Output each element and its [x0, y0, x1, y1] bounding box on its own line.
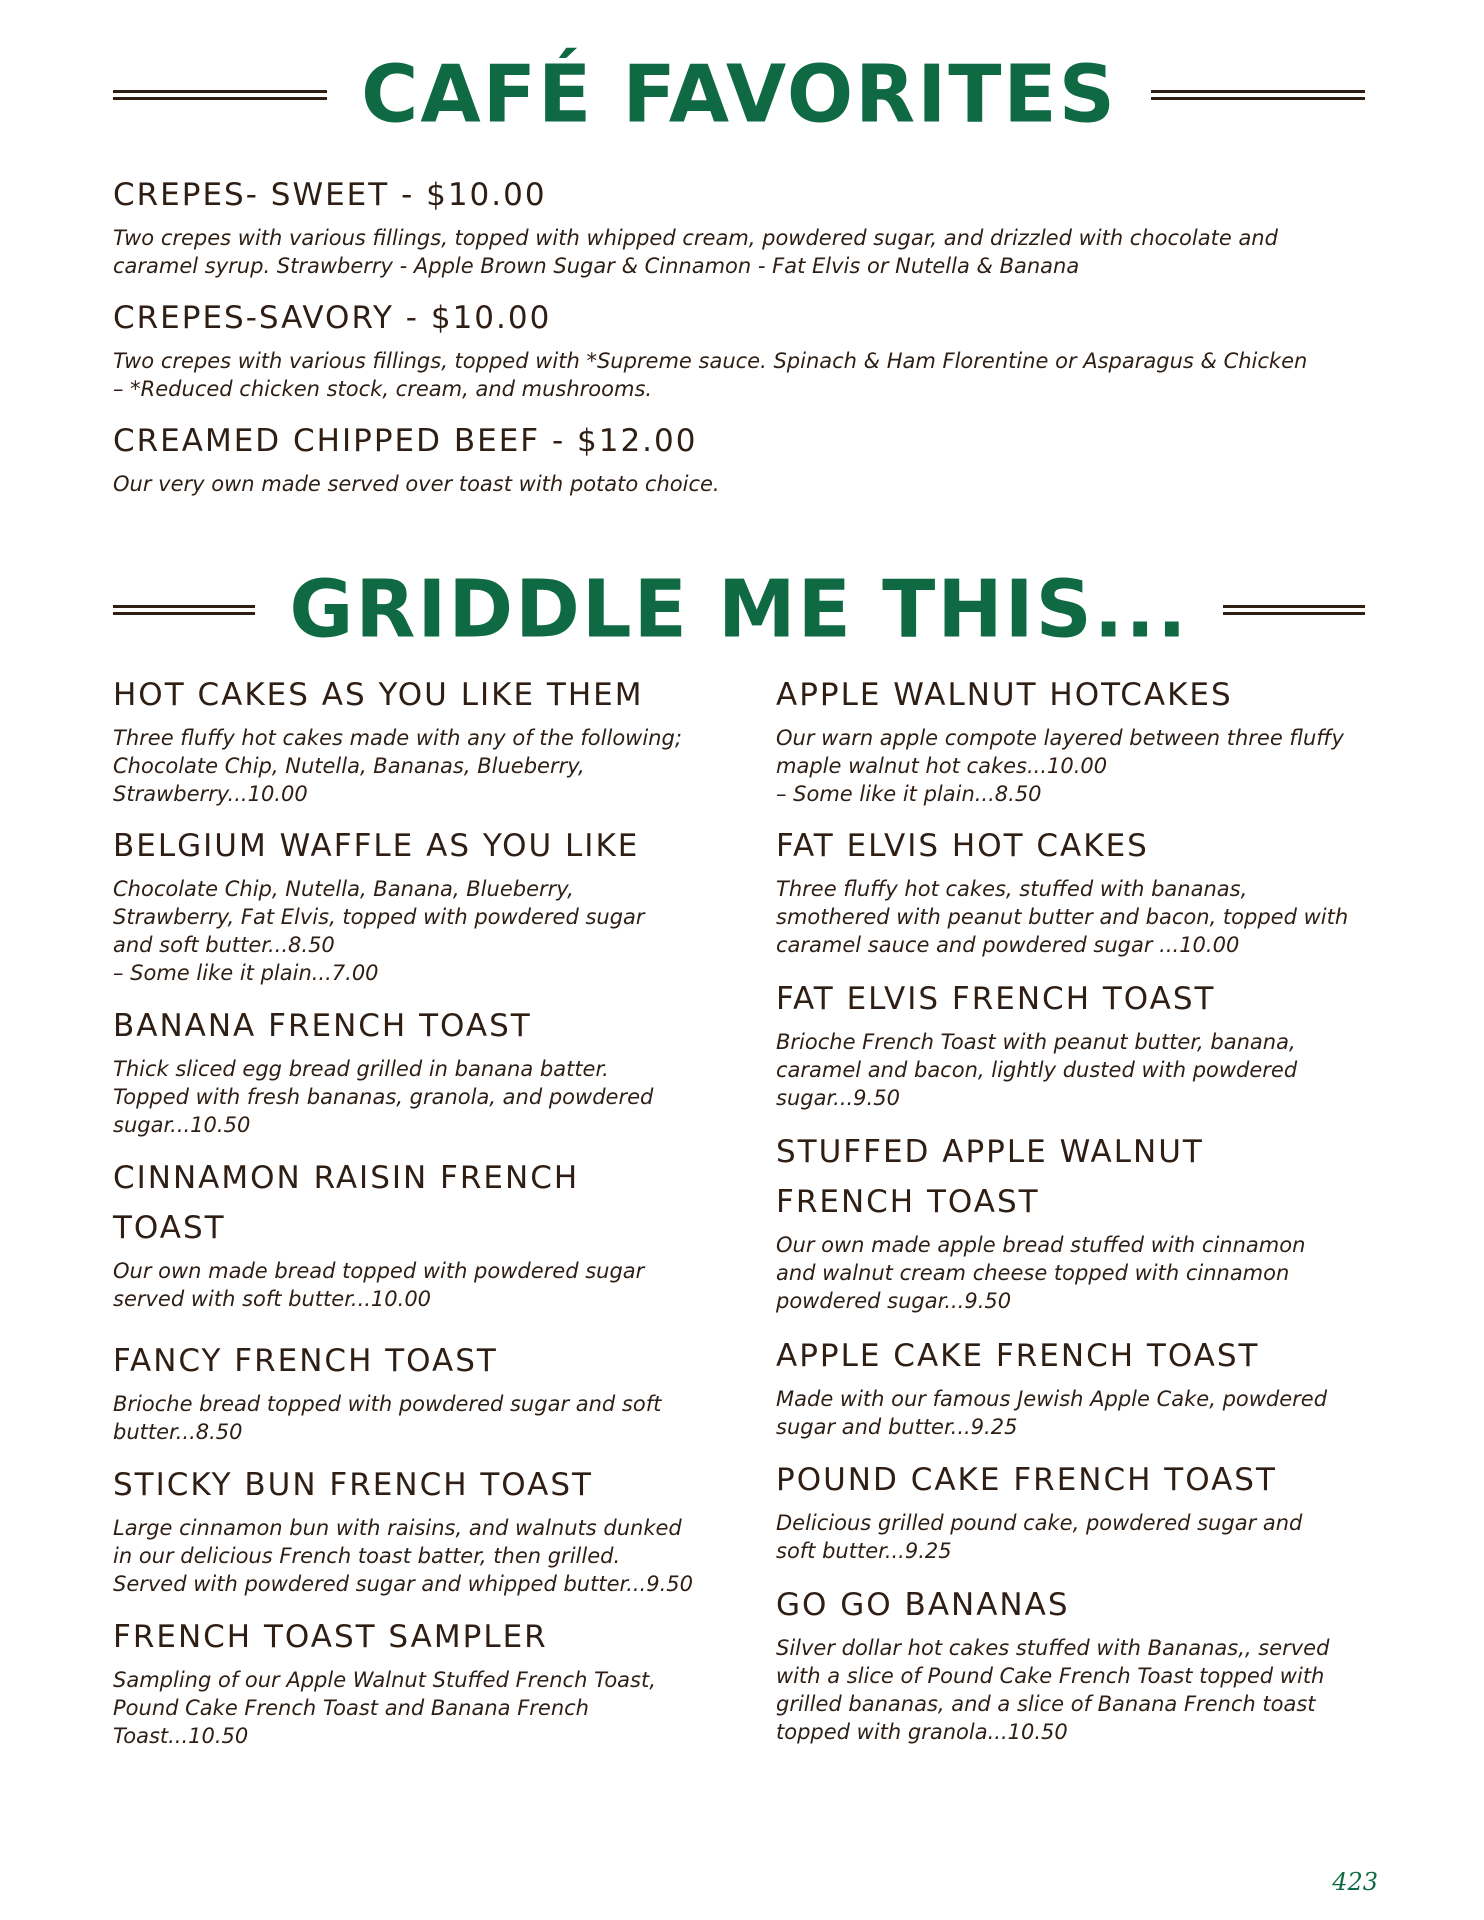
description-line: Delicious grilled pound cake, powdered sugar and [776, 1511, 1303, 1535]
description-line: Three fluffy hot cakes, stuffed with bananas, [776, 877, 1248, 901]
description-line: Toast...10.50 [113, 1724, 249, 1748]
description-line: served with soft butter...10.00 [113, 1287, 432, 1311]
page-number: 423 [1332, 1868, 1378, 1896]
cafe-favorites-title: CAFÉ FAVORITES [361, 49, 1117, 141]
description-line: Strawberry, Fat Elvis, topped with powdered sugar [113, 905, 645, 929]
description-line: Two crepes with various fillings, topped with *Supreme sauce. Spinach & Ham Florentine or Asparagus & Chicken [113, 349, 1308, 373]
cafe-favorites-header [113, 50, 1365, 140]
item-title: CREAMED CHIPPED BEEF - $12.00 [113, 423, 698, 459]
description-line: Strawberry...10.00 [113, 782, 308, 806]
header-rule-left [113, 605, 255, 615]
item-title: HOT CAKES AS YOU LIKE THEM [113, 677, 644, 713]
item-title: APPLE WALNUT HOTCAKES [776, 677, 1233, 713]
menu-item-pound-cake-french-toast [776, 1455, 1376, 1565]
description-line: in our delicious French toast batter, then grilled. [113, 1544, 621, 1568]
item-description [113, 224, 1373, 280]
item-title: STUFFED APPLE WALNUT [776, 1134, 1204, 1170]
description-line: Our very own made served over toast with potato choice. [113, 472, 720, 496]
description-line: Our own made bread topped with powdered sugar [113, 1259, 645, 1283]
description-line: Made with our famous Jewish Apple Cake, powdered [776, 1387, 1328, 1411]
menu-item-crepes-sweet [113, 170, 1373, 280]
menu-item-cinnamon-raisin-french-toast [113, 1153, 733, 1313]
item-title: CREPES- SWEET - $10.00 [113, 177, 547, 213]
item-title: STICKY BUN FRENCH TOAST [113, 1467, 593, 1503]
item-title: BANANA FRENCH TOAST [113, 1008, 532, 1044]
item-description [113, 1055, 733, 1139]
header-rule-left [113, 90, 327, 100]
description-line: Three fluffy hot cakes made with any of the following; [113, 726, 682, 750]
item-title: FRENCH TOAST SAMPLER [113, 1619, 548, 1655]
description-line: Large cinnamon bun with raisins, and walnuts dunked [113, 1516, 682, 1540]
item-title: FAT ELVIS FRENCH TOAST [776, 981, 1216, 1017]
item-description [776, 875, 1376, 959]
description-line: Thick sliced egg bread grilled in banana batter. [113, 1057, 609, 1081]
menu-item-apple-walnut-hotcakes [776, 670, 1376, 808]
description-line: Two crepes with various fillings, topped with whipped cream, powdered sugar, and drizzled with chocolate and [113, 226, 1278, 250]
menu-item-crepes-savory [113, 293, 1373, 403]
griddle-me-this-title: GRIDDLE ME THIS... [289, 564, 1189, 656]
description-line: Pound Cake French Toast and Banana French [113, 1696, 589, 1720]
menu-item-sticky-bun-french-toast [113, 1460, 733, 1598]
menu-item-fat-elvis-french-toast [776, 974, 1376, 1112]
item-title-continued: TOAST [113, 1210, 226, 1246]
item-description [776, 1385, 1376, 1441]
description-line: sugar...9.50 [776, 1086, 900, 1110]
description-line: caramel sauce and powdered sugar ...10.00 [776, 933, 1240, 957]
item-description [776, 1231, 1376, 1315]
description-line: Chocolate Chip, Nutella, Bananas, Blueberry, [113, 754, 585, 778]
item-description [776, 1634, 1376, 1746]
description-line: caramel and bacon, lightly dusted with powdered [776, 1058, 1298, 1082]
item-description [776, 724, 1376, 808]
item-title: CREPES-SAVORY - $10.00 [113, 300, 552, 336]
item-description [113, 875, 733, 987]
description-line: – *Reduced chicken stock, cream, and mushrooms. [113, 377, 653, 401]
item-description [113, 470, 1373, 498]
description-line: smothered with peanut butter and bacon, topped with [776, 905, 1349, 929]
description-line: Our own made apple bread stuffed with cinnamon [776, 1233, 1306, 1257]
menu-item-french-toast-sampler [113, 1612, 733, 1750]
menu-item-stuffed-apple-walnut-french-toast [776, 1127, 1376, 1315]
description-line: Our warn apple compote layered between three fluffy [776, 726, 1344, 750]
description-line: powdered sugar...9.50 [776, 1289, 1012, 1313]
header-rule-right [1223, 605, 1365, 615]
menu-item-fat-elvis-hot-cakes [776, 821, 1376, 959]
menu-item-hot-cakes [113, 670, 733, 808]
item-description [113, 1514, 733, 1598]
description-line: Topped with fresh bananas, granola, and powdered [113, 1085, 654, 1109]
description-line: topped with granola...10.50 [776, 1720, 1068, 1744]
item-title-continued: FRENCH TOAST [776, 1184, 1040, 1220]
item-title: GO GO BANANAS [776, 1587, 1070, 1623]
menu-item-banana-french-toast [113, 1001, 733, 1139]
description-line: Brioche bread topped with powdered sugar and soft [113, 1392, 662, 1416]
item-description [776, 1509, 1376, 1565]
menu-item-creamed-chipped-beef [113, 416, 1373, 498]
description-line: Chocolate Chip, Nutella, Banana, Blueberry, [113, 877, 574, 901]
description-line: sugar and butter...9.25 [776, 1415, 1018, 1439]
description-line: with a slice of Pound Cake French Toast topped with [776, 1664, 1325, 1688]
description-line: soft butter...9.25 [776, 1539, 952, 1563]
menu-item-go-go-bananas [776, 1580, 1376, 1746]
item-title: CINNAMON RAISIN FRENCH [113, 1160, 580, 1196]
item-description [113, 1666, 733, 1750]
description-line: grilled bananas, and a slice of Banana French toast [776, 1692, 1316, 1716]
description-line: maple walnut hot cakes...10.00 [776, 754, 1108, 778]
description-line: Silver dollar hot cakes stuffed with Bananas,, served [776, 1636, 1330, 1660]
item-description [113, 724, 733, 808]
description-line: Brioche French Toast with peanut butter, banana, [776, 1030, 1296, 1054]
description-line: caramel syrup. Strawberry - Apple Brown Sugar & Cinnamon - Fat Elvis or Nutella & Banana [113, 254, 1080, 278]
item-title: FANCY FRENCH TOAST [113, 1343, 498, 1379]
description-line: and soft butter...8.50 [113, 933, 335, 957]
item-description [113, 347, 1373, 403]
description-line: Served with powdered sugar and whipped butter...9.50 [113, 1572, 693, 1596]
item-description [113, 1390, 733, 1446]
item-description [776, 1028, 1376, 1112]
item-title: APPLE CAKE FRENCH TOAST [776, 1338, 1260, 1374]
description-line: – Some like it plain...8.50 [776, 782, 1042, 806]
menu-item-fancy-french-toast [113, 1336, 733, 1446]
description-line: sugar...10.50 [113, 1113, 251, 1137]
item-title: BELGIUM WAFFLE AS YOU LIKE [113, 828, 640, 864]
menu-item-apple-cake-french-toast [776, 1331, 1376, 1441]
griddle-me-this-header [113, 565, 1365, 655]
item-description [113, 1257, 733, 1313]
description-line: and walnut cream cheese topped with cinnamon [776, 1261, 1290, 1285]
description-line: Sampling of our Apple Walnut Stuffed French Toast, [113, 1668, 656, 1692]
item-title: POUND CAKE FRENCH TOAST [776, 1462, 1277, 1498]
header-rule-right [1151, 90, 1365, 100]
menu-item-belgium-waffle [113, 821, 733, 987]
description-line: – Some like it plain...7.00 [113, 961, 379, 985]
item-title: FAT ELVIS HOT CAKES [776, 828, 1149, 864]
description-line: butter...8.50 [113, 1420, 243, 1444]
